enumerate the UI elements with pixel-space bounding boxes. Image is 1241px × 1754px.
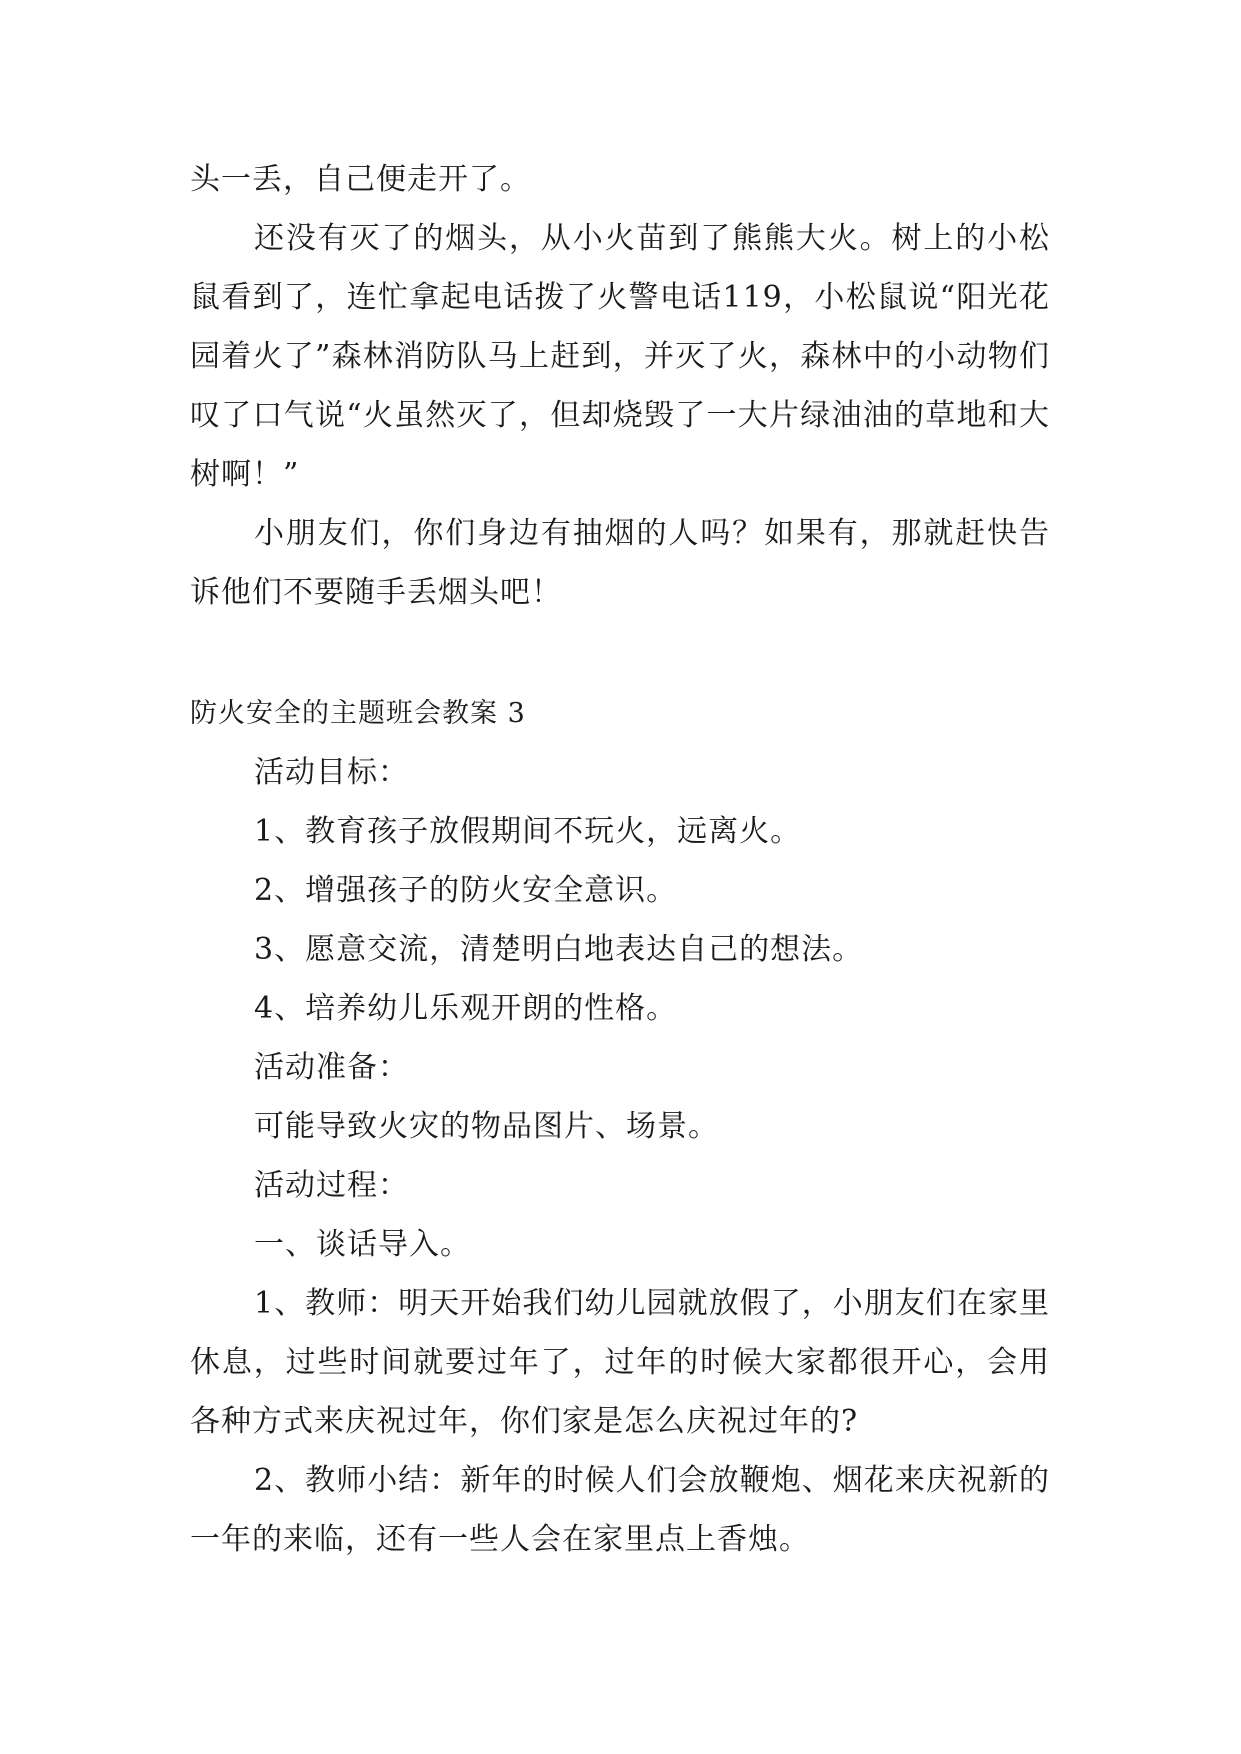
paragraph-story: 还没有灭了的烟头，从小火苗到了熊熊大火。树上的小松鼠看到了，连忙拿起电话拨了火警电话119，小松鼠说“阳光花园着火了”森林消防队马上赶到，并灭了火，森林中的小动物们叹了口气说“火虽然灭了，但却烧毁了一大片绿油油的草地和大树啊！” — [190, 221, 1050, 492]
document-page — [190, 150, 1050, 1569]
goal-item-4: 4、培养幼儿乐观开朗的性格。 — [254, 991, 678, 1026]
heading-activity-preparation: 活动准备： — [254, 1050, 409, 1085]
preparation-text: 可能导致火灾的物品图片、场景。 — [254, 1109, 719, 1144]
process-step-heading: 一、谈话导入。 — [254, 1227, 471, 1262]
paragraph-advice: 小朋友们，你们身边有抽烟的人吗？如果有，那就赶快告诉他们不要随手丢烟头吧！ — [190, 516, 1050, 610]
process-step-1: 1、教师：明天开始我们幼儿园就放假了，小朋友们在家里休息，过些时间就要过年了，过年的时候大家都很开心，会用各种方式来庆祝过年，你们家是怎么庆祝过年的? — [190, 1286, 1050, 1439]
goal-item-1: 1、教育孩子放假期间不玩火，远离火。 — [254, 814, 802, 849]
goal-item-3: 3、愿意交流，清楚明白地表达自己的想法。 — [254, 932, 864, 967]
heading-activity-process: 活动过程： — [254, 1168, 409, 1203]
heading-activity-goals: 活动目标： — [254, 755, 409, 790]
paragraph-continuation: 头一丢，自己便走开了。 — [190, 162, 531, 197]
section-title: 防火安全的主题班会教案 3 — [190, 698, 526, 729]
goal-item-2: 2、增强孩子的防火安全意识。 — [254, 873, 678, 908]
process-step-2: 2、教师小结：新年的时候人们会放鞭炮、烟花来庆祝新的一年的来临，还有一些人会在家里点上香烛。 — [190, 1463, 1050, 1557]
